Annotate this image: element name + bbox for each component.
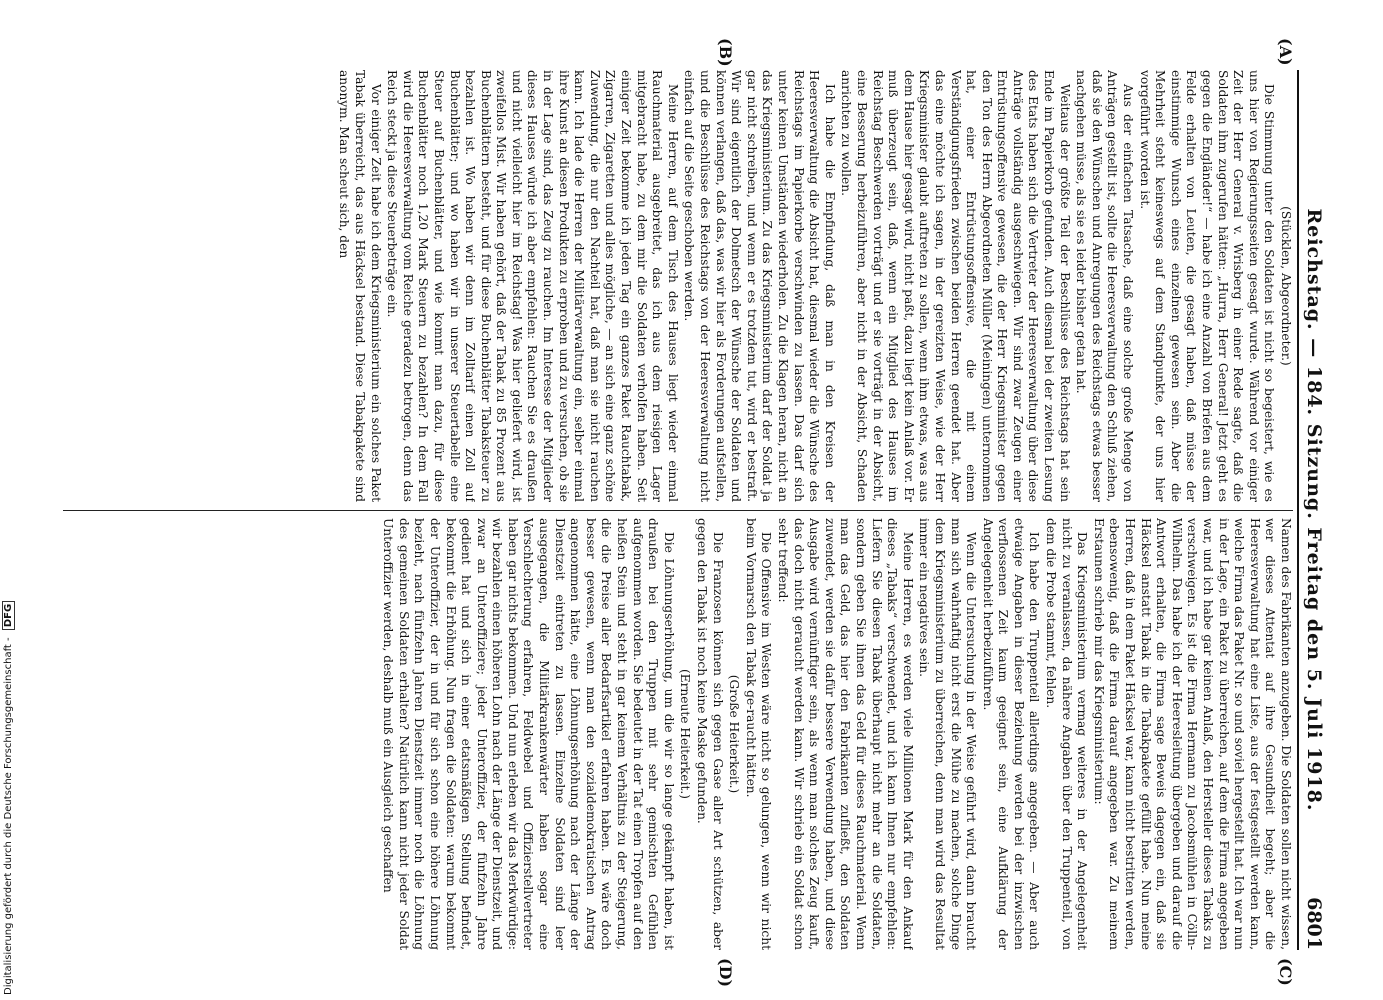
- interjection: (Große Heiterkeit.): [727, 674, 742, 794]
- column-divider: [63, 510, 1293, 511]
- header-title: Reichstag. — 184. Sitzung. Freitag den 5. Juli 1918.: [1303, 208, 1325, 812]
- paragraph: Vor einiger Zeit habe ich dem Kriegsministerium ein solches Paket Tabak überreicht, das aus Häcksel bestand. Diese Tabakpakete sind anonym. Man scheut sich, den: [337, 70, 383, 502]
- right-column: [63, 518, 1293, 950]
- paragraph: Weitaus der größte Teil der Beschlüsse des Reichstags hat sein Ende im Papierkorb gefunden. Auch diesmal bei der zweiten Lesung des Etats haben sich die Vertreter der Heeresverwaltung über diese Anträge vollständig ausgeschwiegen. Wir sind zwar Zeugen einer Entrüstungsoffensive gewesen, die der Herr Kriegsminister gegen den Ton des Herrn Abgeordneten Müller (Meiningen) unternommen hat, einer Entrüstungsoffensive, die mit einem Verständigungsfrieden zwischen beiden Herren geendet hat. Aber das eine möchte ich sagen, in der gereizten Weise, wie der Herr Kriegsminister glaubt auftreten zu sollen, wenn ihm etwas, was aus dem Hause hier gesagt wird, nicht paßt, dazu liegt kein Anlaß vor. Er muß überzeugt sein, daß, wenn ein Mitglied des Hauses im Reichstag Beschwerden vorträgt und er sie vorträgt in der Absicht, eine Besserung herbeizuführen, aber nicht in der Absicht, Schaden anrichten zu wollen.: [839, 70, 1072, 502]
- left-column: [63, 70, 1293, 502]
- margin-marker-b: (B): [716, 38, 735, 67]
- speaker-label: (Stücklen, Abgeordneter.): [1279, 206, 1293, 366]
- paragraph: Meine Herren, es werden viele Millionen Mark für den Ankauf dieses „Tabaks“ verschwendet, und ich kann Ihnen nur empfehlen: Liefern Sie diesen Tabak überhaupt nicht mehr an die Soldaten, sondern geben Sie ihnen das Geld für dieses Rauchmaterial. Wenn man das Geld, das hier den Fabrikanten zufließt, den Soldaten zuwendet, werden sie dafür bessere Verwendung haben, und diese Ausgabe wird vernünftiger sein, als wenn man solches Zeug kauft, das doch nicht geraucht werden kann. Wir schrieb ein Soldat schon sehr treffend:: [776, 518, 915, 950]
- newspaper-page: [55, 38, 1325, 988]
- quote-paragraph: Das Kriegsministerium vermag weiteres in der Angelegenheit nicht zu veranlassen, da nähere Angaben über den Truppenteil, von dem die Probe stammt, fehlen.: [1044, 518, 1090, 950]
- quote-paragraph: Die Franzosen können sich gegen Gase aller Art schützen, aber gegen den Tabak ist noch keine Maske gefunden.: [695, 518, 725, 950]
- paragraph: Meine Herren, auf dem Tisch des Hauses liegt wieder einmal Rauchmaterial ausgebreitet, das ich aus dem riesigen Lager mitgebracht habe, zu dem mir die Soldaten verholfen haben. Seit einiger Zeit bekomme ich jeden Tag ein ganzes Paket Rauchtabak, Zigarren, Zigaretten und alles mögliche, — an sich eine ganz schöne Zuwendung, die nur den Nachteil hat, daß man sie nicht rauchen kann. Ich lade die Herren der Militärverwaltung ein, selber einmal ihre Kunst an diesen Produkten zu erproben und zu versuchen, ob sie in der Lage sind, das Zeug zu rauchen. Im Interesse der Mitglieder dieses Hauses würde ich aber empfehlen: Rauchen Sie es draußen und nicht vielleicht hier im Reichstag! Was hier geliefert wird, ist zweifellos Mist. Wir haben gehört, daß der Tabak zu 85 Prozent aus Buchenblättern besteht, und für diese Buchenblätter Tabaksteuer zu bezahlen ist. Wo haben wir denn im Zolltarif einen Zoll auf Buchenblätter; und wo haben wir in unserer Steuertabelle eine Steuer auf Buchenblätter, und wie kommt man dazu, für diese Buchenblätter noch 1,20 Mark Steuern zu bezahlen? In dem Fall wird die Heeresverwaltung vom Reiche geradezu betrogen, denn das Reich steckt ja diese Steuerbeträge ein.: [385, 70, 680, 502]
- interjection: (Erneute Heiterkeit.): [678, 668, 693, 800]
- page-header: [1297, 70, 1325, 950]
- credit-text: Digitalisierung gefördert durch die Deutsche Forschungsgemeinschaft -: [3, 637, 14, 995]
- paragraph: Ich habe die Empfindung, daß man in den Kreisen der Heeresverwaltung die Absicht hat, diesmal wieder die Wünsche des Reichstags im Papierkorbe verschwinden zu lassen. Das darf sich unter keinen Umständen wiederholen. Zu die Klagen heran, nicht an das Kriegsministerium. Zu das Kriegsministerium darf der Soldat ja gar nicht schreiben, und wenn er es trotzdem tut, wird er bestraft. Wir sind eigentlich der Dolmetsch der Wünsche der Soldaten und können verlangen, daß das, was wir hier als Forderungen aufstellen, und die Beschlüsse des Reichstags von der Heeresverwaltung nicht einfach auf die Seite geschoben werden.: [682, 70, 837, 502]
- paragraph: Ich habe den Truppenteil allerdings angegeben. — Aber auch etwaige Angaben in dieser Beziehung werden bei der inzwischen verflossenen Zeit kaum geeignet sein, eine Aufklärung der Angelegenheit herbeizuführen.: [980, 518, 1042, 950]
- digitization-credit: [2, 600, 14, 995]
- quote-paragraph: Die Offensive im Westen wäre nicht so gelungen, wenn wir nicht beim Vormarsch den Tabak ge-raucht hätten.: [743, 518, 774, 950]
- margin-marker-d: (D): [716, 958, 735, 988]
- dfg-logo: DFG: [2, 601, 15, 630]
- paragraph: Die Stimmung unter den Soldaten ist nicht so begeistert, wie es uns hier von Regierungsseiten gesagt wurde. Während vor einiger Zeit der Herr General v. Wrisberg in einer Rede sagte, daß die Soldaten ihm zugerufen hätten: „Hurra, Herr General! Jetzt geht es gegen die Engländer!“ — habe ich eine Anzahl von Briefen aus dem Felde erhalten von Leuten, die gesagt haben, daß müsse der einstimmige Wunsch eines einzelnen gewesen sein. Aber die Mehrheit steht keineswegs auf dem Standpunkte, der uns hier vorgeführt worden ist.: [1137, 70, 1277, 502]
- paragraph: Die Löhnungserhöhung, um die wir so lange gekämpft haben, ist draußen bei den Truppen mit sehr gemischten Gefühlen aufgenommen worden. Sie bedeutet in der Tat einen Tropfen auf den heißen Stein und steht in gar keinem Verhältnis zu der Steigerung, die die Preise aller Bedarfsartikel erfahren haben. Es wäre doch besser gewesen, wenn man den sozialdemokratischen Antrag angenommen hätte, eine Löhnungserhöhung nach der Länge der Dienstzeit eintreten zu lassen. Einzelne Soldaten sind leer ausgegangen, die Militärkrankenwärter haben sogar eine Verschlechterung erfahren, Feldwebel und Offizierstellvertreter haben gar nichts bekommen. Und nun erleben wir das Merkwürdige: wir bezahlen einen höheren Lohn nach der Länge der Dienstzeit, und zwar an Unteroffiziere; jeder Unteroffizier, der fünfzehn Jahre gedient hat und sich in einer etatsmäßigen Stellung befindet, bekommt die Erhöhung. Nun fragen die Soldaten: warum bekommt der Unteroffizier, der in und für sich schon eine höhere Löhnung bezieht, nach fünfzehn Jahren Dienstzeit immer noch die Löhnung des gemeinen Soldaten erhalten? Natürlich kann nicht jeder Soldat Unteroffizier werden, deshalb muß ein Ausgleich geschaffen: [381, 518, 676, 950]
- margin-marker-a: (A): [1276, 38, 1295, 66]
- margin-marker-c: (C): [1276, 958, 1295, 986]
- paragraph: Namen des Fabrikanten anzugeben. Die Soldaten sollen nicht wissen, wer dieses Attentat auf ihre Gesundheit begeht; aber die Heeresverwaltung hat eine Liste, aus der festgestellt werden kann, welche Firma das Paket Nr. so und soviel hergestellt hat. Ich war nun in der Lage, ein Paket zu überreichen, auf dem die Firma angegeben war, und ich habe gar keinen Anlaß, den Hersteller dieses Tabaks zu verschweigen. Es ist die Firma Hermann zu Jacobsmühlen in Cölln-Wilhelm. Das habe ich der Heeresleitung übergeben und darauf die Antwort erhalten, die Firma sage Beweis dagegen ein, daß sie Häcksel anstatt Tabak in die Tabakpakete gefüllt habe. Nun meine Herren, daß in dem Paket Häcksel war, kann nicht bestritten werden, ebensowenig, daß die Firma darauf angegeben war. Zu meinem Erstaunen schrieb mir das Kriegsministerium:: [1091, 518, 1293, 950]
- page-number: 6801: [1303, 897, 1325, 950]
- paragraph: Aus der einfachen Tatsache, daß eine solche große Menge von Anträgen gestellt ist, sollte die Heeresverwaltung den Schluß ziehen, daß sie den Wünschen und Anregungen des Reichstags etwas besser nachgehen müsse, als sie es leider bisher getan hat.: [1074, 70, 1136, 502]
- paragraph: Wenn die Untersuchung in der Weise geführt wird, dann braucht man sich wahrhaftig nicht erst die Mühe zu machen, solche Dinge dem Kriegsministerium zu überreichen, denn man wird das Resultat immer ein negatives sein.: [917, 518, 979, 950]
